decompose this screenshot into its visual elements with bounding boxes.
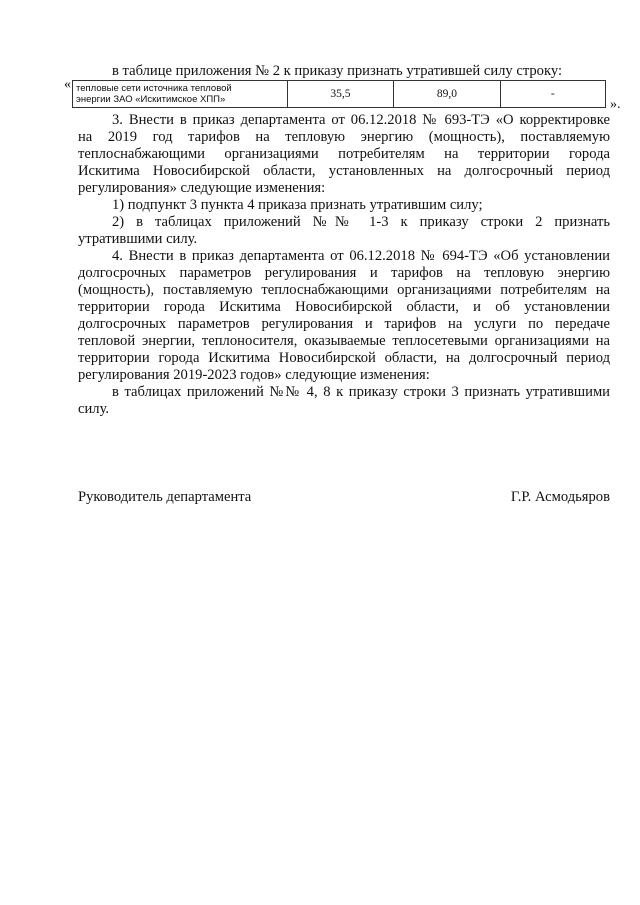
signature-position: Руководитель департамента bbox=[78, 489, 252, 505]
item3-line-1: 3. Внести в приказ департамента от 06.12.2018 № 693-ТЭ «О корректировке bbox=[112, 112, 610, 128]
item3-line-2: на 2019 год тарифов на тепловую энергию (мощность), поставляемую bbox=[78, 129, 610, 145]
item3-sub2-line2: утратившими силу. bbox=[78, 231, 198, 247]
item3-sub1: 1) подпункт 3 пункта 4 приказа признать утратившим силу; bbox=[112, 197, 483, 213]
open-quote: « bbox=[64, 77, 71, 92]
item4-sub-line1: в таблицах приложений №№ 4, 8 к приказу строки 3 признать утратившими bbox=[112, 384, 610, 400]
row-name-line1: тепловые сети источника тепловой bbox=[76, 83, 232, 94]
item4-line-8: регулирования 2019-2023 годов» следующие изменения: bbox=[78, 367, 430, 383]
row-value-3: - bbox=[500, 81, 605, 108]
item4-line-2: долгосрочных параметров регулирования и тарифов на тепловую энергию bbox=[78, 265, 610, 281]
item3-sub2-line1: 2) в таблицах приложений №№ 1-3 к приказу строки 2 признать bbox=[112, 214, 610, 230]
row-name-line2: энергии ЗАО «Искитимское ХПП» bbox=[76, 94, 226, 105]
item4-line-3: (мощность), поставляемую теплоснабжающими организациями потребителям на bbox=[78, 282, 610, 298]
row-value-1: 35,5 bbox=[287, 81, 393, 108]
repealed-row-table bbox=[72, 80, 606, 108]
item4-line-7: территории города Искитима Новосибирской области, на долгосрочный период bbox=[78, 350, 610, 366]
signature-name: Г.Р. Асмодьяров bbox=[510, 489, 610, 505]
item4-line-6: тепловой энергии, теплоносителя, оказываемые теплосетевыми организациями на bbox=[78, 333, 610, 349]
item4-sub-line2: силу. bbox=[78, 401, 110, 417]
item3-line-4: Искитима Новосибирской области, установленных на долгосрочный период bbox=[78, 163, 610, 179]
table-row bbox=[73, 81, 606, 108]
item3-line-5: регулирования» следующие изменения: bbox=[78, 180, 326, 196]
item3-line-3: теплоснабжающими организациями потребителям на территории города bbox=[78, 146, 610, 162]
close-quote: ». bbox=[610, 97, 621, 112]
intro-text: в таблице приложения № 2 к приказу признать утратившей силу строку: bbox=[112, 63, 563, 79]
item4-line-4: территории города Искитима Новосибирской области, и об установлении bbox=[78, 299, 610, 315]
item4-line-5: долгосрочных параметров регулирования и тарифов на услуги по передаче bbox=[78, 316, 610, 332]
row-name-cell bbox=[73, 81, 288, 108]
item4-line-1: 4. Внести в приказ департамента от 06.12.2018 № 694-ТЭ «Об установлении bbox=[112, 248, 610, 264]
row-value-2: 89,0 bbox=[394, 81, 500, 108]
